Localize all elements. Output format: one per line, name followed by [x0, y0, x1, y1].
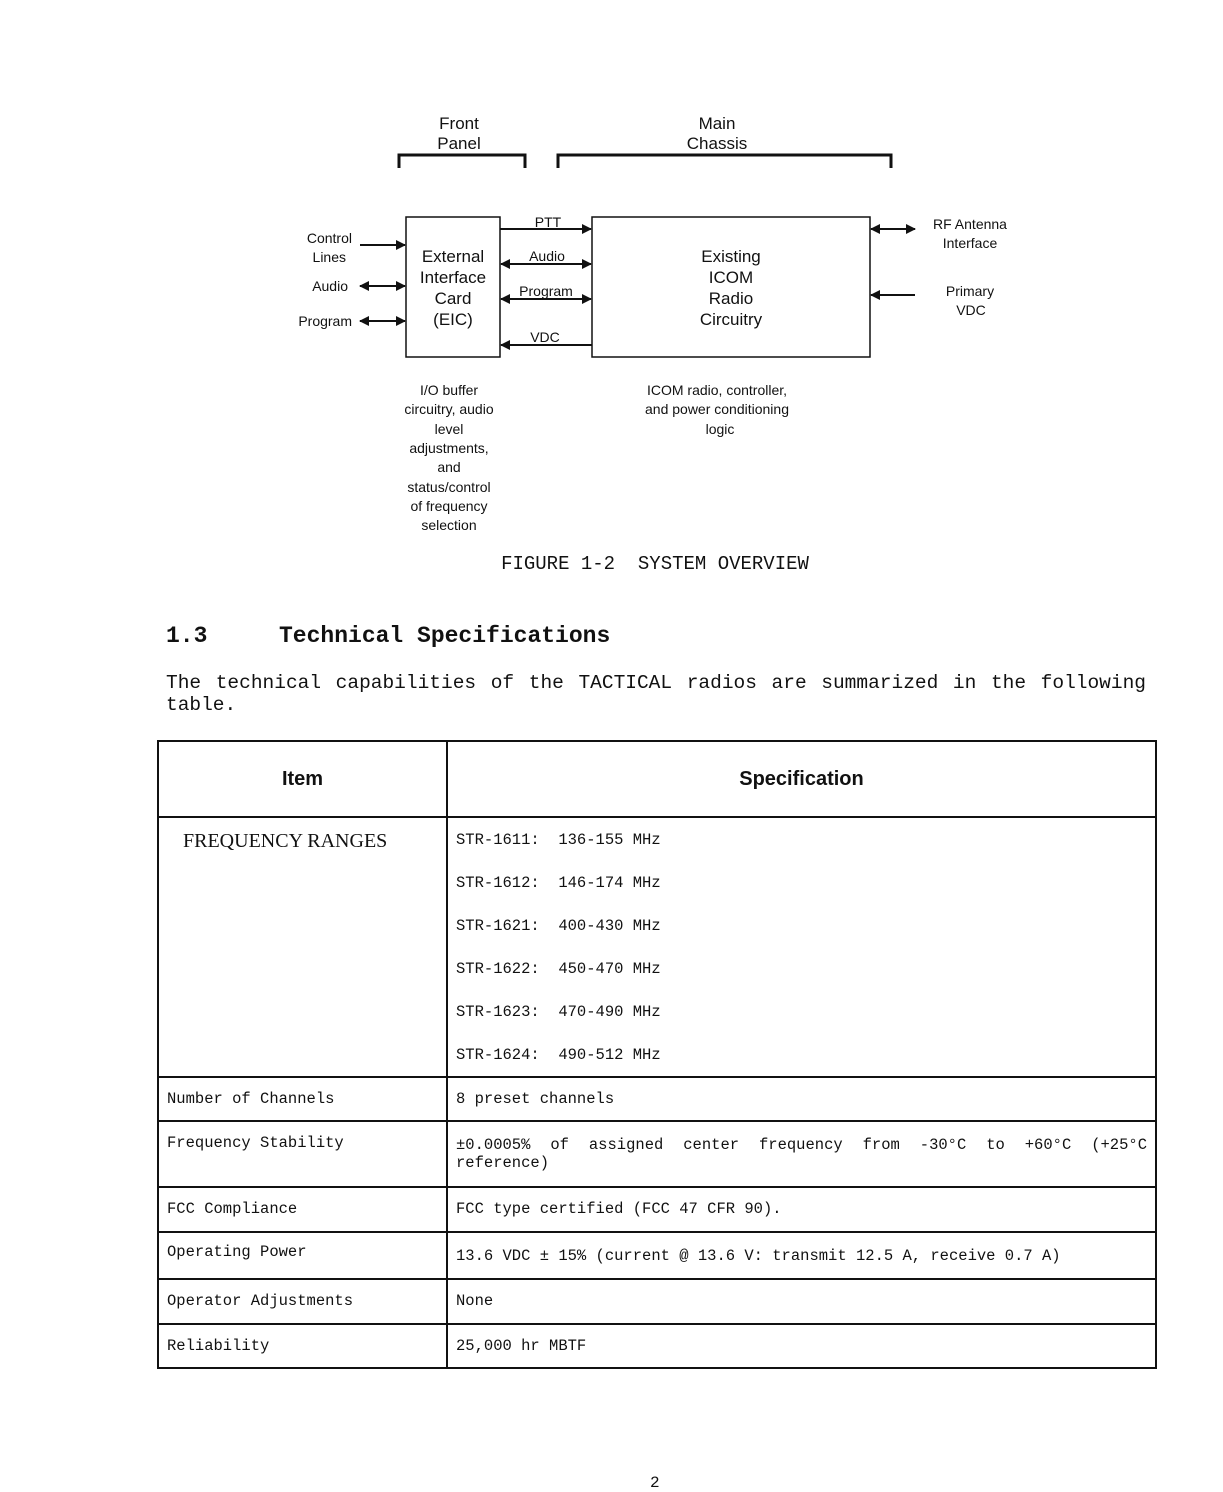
icom-note-line: logic [705, 421, 735, 437]
eic-note-line: adjustments, [409, 440, 489, 456]
icom-box [592, 217, 870, 357]
eic-note-line: selection [421, 517, 477, 533]
spec-cell: None [447, 1279, 1156, 1324]
spec-table [157, 740, 1157, 1369]
eic-label: External [421, 247, 485, 266]
eic-note-line: circuitry, audio [404, 401, 494, 417]
main-chassis-label: Chassis [686, 134, 748, 153]
icom-note [645, 382, 789, 437]
primary-vdc-label: Primary [945, 283, 995, 299]
frequency-range: STR-1622: 450-470 MHz [456, 960, 661, 978]
eic-note-line: level [434, 421, 464, 437]
frequency-range: STR-1621: 400-430 MHz [456, 917, 661, 935]
main-chassis-bracket [558, 155, 891, 168]
icom-label: Circuitry [699, 310, 763, 329]
table-row [158, 1279, 1156, 1324]
intro-paragraph: The technical capabilities of the TACTICAL radios are summarized in the following table. [166, 672, 1146, 716]
eic-label: Interface [419, 268, 487, 287]
spec-cell: 13.6 VDC ± 15% (current @ 13.6 V: transmit 12.5 A, receive 0.7 A) [447, 1232, 1156, 1279]
ptt-label: PTT [534, 214, 562, 230]
spec-cell: FCC type certified (FCC 47 CFR 90). [447, 1187, 1156, 1232]
program-input-label: Program [298, 313, 352, 329]
frequency-range: STR-1612: 146-174 MHz [456, 874, 661, 892]
table-row [158, 1121, 1156, 1187]
front-panel-bracket [399, 155, 525, 168]
eic-label: (EIC) [433, 310, 473, 329]
spec-cell: 8 preset channels [447, 1077, 1156, 1121]
frequency-range: STR-1624: 490-512 MHz [456, 1046, 661, 1064]
page-number: 2 [650, 1474, 660, 1492]
section-number: 1.3 [166, 623, 208, 649]
program-link-label: Program [519, 283, 573, 299]
item-cell: FREQUENCY RANGES [158, 817, 447, 1077]
front-panel-label: Front [439, 114, 479, 133]
audio-link-label: Audio [529, 248, 565, 264]
eic-box [406, 217, 500, 357]
table-row [158, 1077, 1156, 1121]
control-lines-label: Control [306, 230, 352, 246]
eic-note-line: I/O buffer [419, 382, 479, 398]
frequency-range: STR-1611: 136-155 MHz [456, 831, 661, 849]
main-chassis-label: Main [698, 114, 736, 133]
section-title: Technical Specifications [279, 623, 611, 649]
front-panel-label: Panel [437, 134, 481, 153]
item-cell: Reliability [158, 1324, 447, 1368]
table-row [158, 1232, 1156, 1279]
eic-note-line: of frequency [410, 498, 488, 514]
eic-label: Card [434, 289, 472, 308]
eic-note [404, 382, 493, 533]
column-header-specification: Specification [447, 741, 1156, 817]
eic-note-line: status/control [407, 479, 491, 495]
table-row [158, 817, 1156, 1077]
table-header-row [158, 741, 1156, 817]
table-row [158, 1324, 1156, 1368]
column-header-item: Item [158, 741, 447, 817]
item-cell: Operating Power [158, 1232, 447, 1279]
eic-note-line: and [437, 459, 461, 475]
control-lines-label: Lines [312, 249, 346, 265]
icom-label: ICOM [708, 268, 754, 287]
rf-antenna-label: Interface [942, 235, 998, 251]
spec-cell: 25,000 hr MBTF [447, 1324, 1156, 1368]
icom-note-line: and power conditioning [645, 401, 789, 417]
icom-note-line: ICOM radio, controller, [646, 382, 788, 398]
spec-cell: ±0.0005% of assigned center frequency from -30°C to +60°C (+25°C reference) [447, 1121, 1156, 1187]
item-cell: Frequency Stability [158, 1121, 447, 1187]
frequency-range: STR-1623: 470-490 MHz [456, 1003, 661, 1021]
rf-antenna-label: RF Antenna [933, 216, 1007, 232]
figure-caption: FIGURE 1-2 SYSTEM OVERVIEW [501, 553, 809, 575]
icom-label: Existing [701, 247, 761, 266]
primary-vdc-label: VDC [956, 302, 986, 318]
system-overview-diagram [0, 0, 1223, 545]
vdc-link-label: VDC [530, 329, 560, 345]
table-row [158, 1187, 1156, 1232]
spec-cell [447, 817, 1156, 1077]
icom-label: Radio [708, 289, 754, 308]
item-cell: Operator Adjustments [158, 1279, 447, 1324]
item-cell: FCC Compliance [158, 1187, 447, 1232]
audio-input-label: Audio [312, 278, 348, 294]
item-cell: Number of Channels [158, 1077, 447, 1121]
